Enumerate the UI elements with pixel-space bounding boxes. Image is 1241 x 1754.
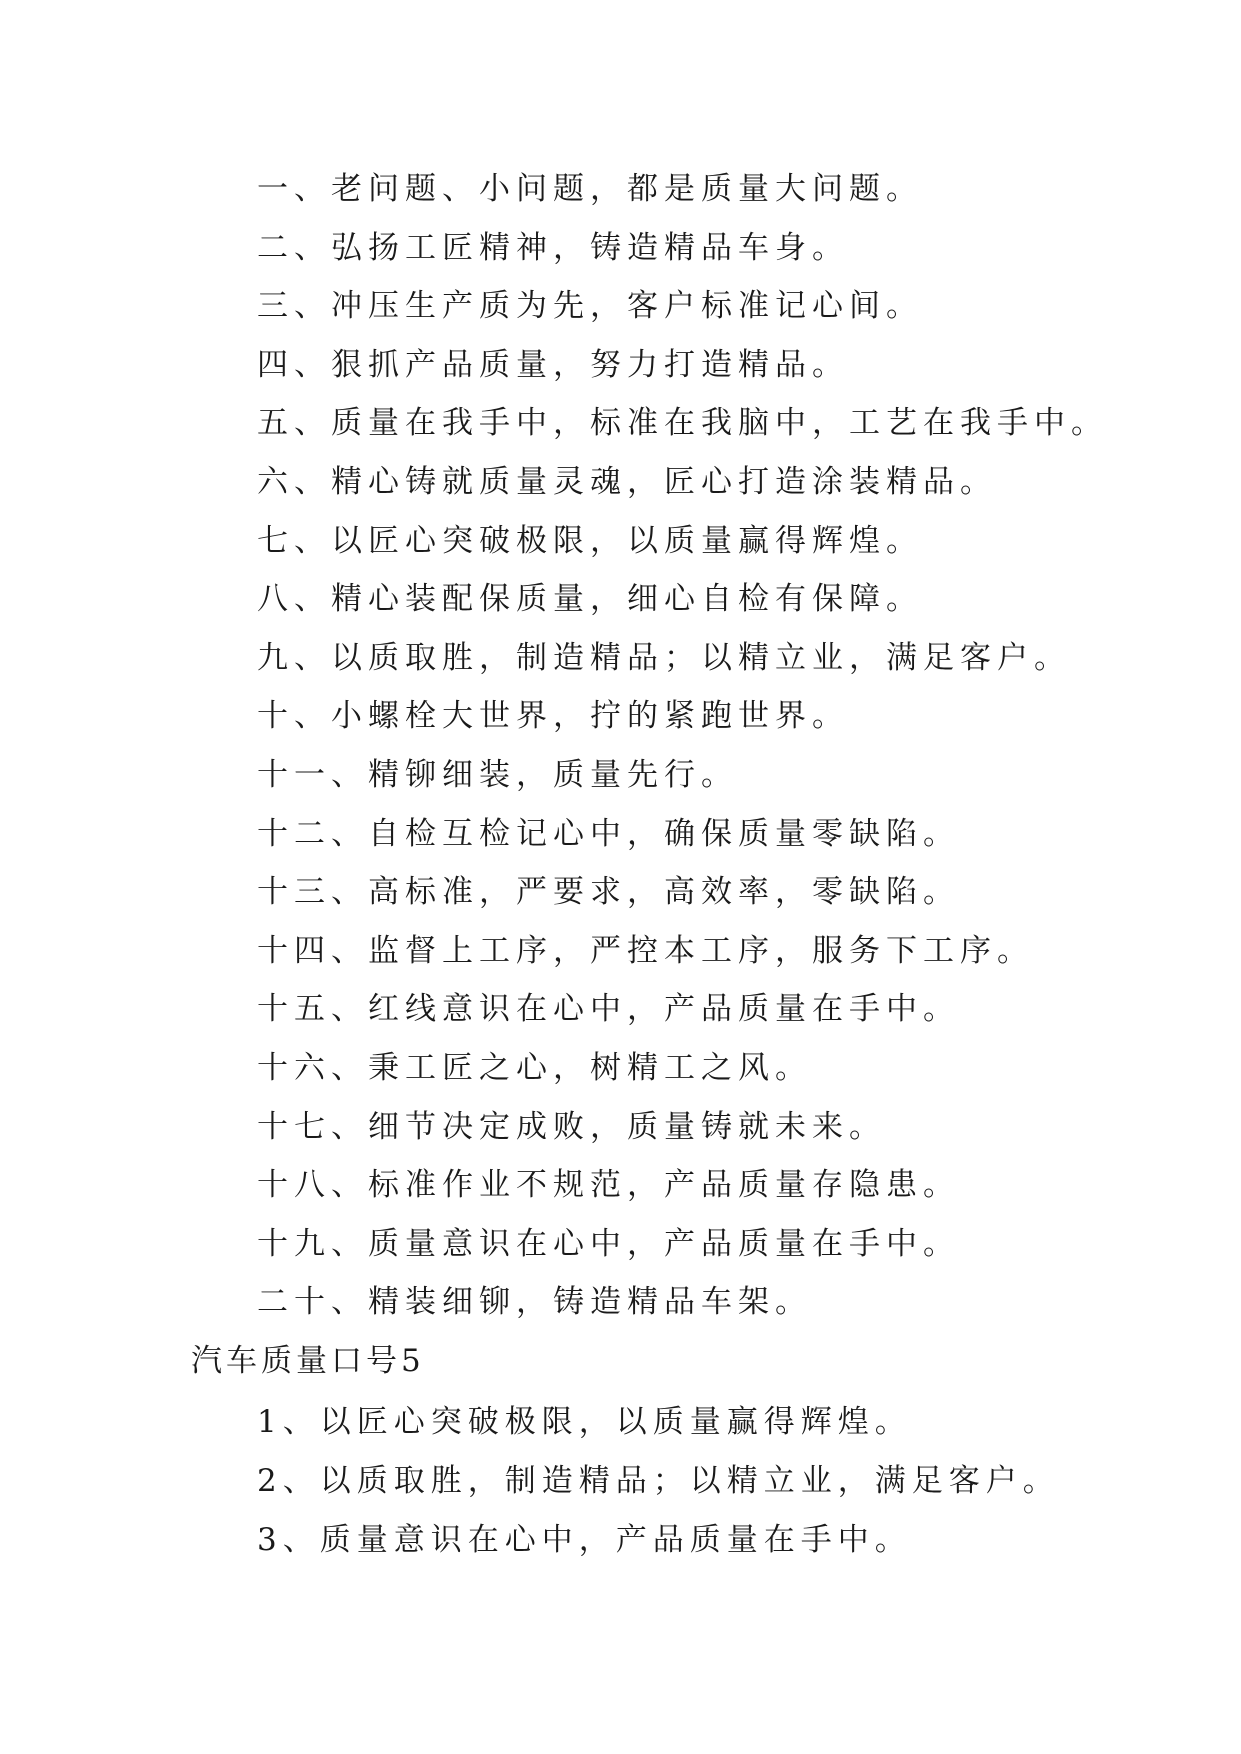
slogan-item: 六、精心铸就质量灵魂，匠心打造涂装精品。 bbox=[257, 463, 997, 500]
slogan-item: 十三、高标准，严要求，高效率，零缺陷。 bbox=[257, 874, 960, 911]
slogan-item: 十二、自检互检记心中，确保质量零缺陷。 bbox=[257, 815, 960, 852]
slogan-item: 十六、秉工匠之心，树精工之风。 bbox=[257, 1049, 812, 1086]
section-slogan-item: 1、以匠心突破极限，以质量赢得辉煌。 bbox=[257, 1404, 912, 1440]
slogan-item: 十七、细节决定成败，质量铸就未来。 bbox=[257, 1108, 886, 1145]
slogan-item: 十、小螺栓大世界，拧的紧跑世界。 bbox=[257, 698, 849, 735]
slogan-item: 八、精心装配保质量，细心自检有保障。 bbox=[257, 581, 923, 618]
slogan-item: 七、以匠心突破极限，以质量赢得辉煌。 bbox=[257, 522, 923, 559]
slogan-item: 十九、质量意识在心中，产品质量在手中。 bbox=[257, 1225, 960, 1262]
slogan-item: 一、老问题、小问题，都是质量大问题。 bbox=[257, 171, 923, 207]
slogan-item: 二十、精装细铆，铸造精品车架。 bbox=[257, 1284, 812, 1321]
slogan-item: 四、狠抓产品质量，努力打造精品。 bbox=[257, 346, 849, 383]
slogan-item: 二、弘扬工匠精神，铸造精品车身。 bbox=[257, 229, 849, 266]
slogan-item: 九、以质取胜，制造精品；以精立业，满足客户。 bbox=[257, 639, 1071, 676]
slogan-item: 十一、精铆细装，质量先行。 bbox=[257, 756, 738, 793]
section-slogan-item: 3、质量意识在心中，产品质量在手中。 bbox=[257, 1522, 912, 1558]
section-slogan-list bbox=[257, 1393, 1060, 1570]
slogan-item: 十八、标准作业不规范，产品质量存隐患。 bbox=[257, 1167, 960, 1204]
slogan-list bbox=[257, 160, 1108, 1332]
slogan-item: 三、冲压生产质为先，客户标准记心间。 bbox=[257, 288, 923, 325]
section-slogan-item: 2、以质取胜，制造精品；以精立业，满足客户。 bbox=[257, 1463, 1060, 1499]
slogan-item: 十五、红线意识在心中，产品质量在手中。 bbox=[257, 991, 960, 1028]
section-heading: 汽车质量口号5 bbox=[191, 1343, 425, 1379]
slogan-item: 十四、监督上工序，严控本工序，服务下工序。 bbox=[257, 932, 1034, 969]
slogan-item: 五、质量在我手中，标准在我脑中，工艺在我手中。 bbox=[257, 405, 1108, 442]
